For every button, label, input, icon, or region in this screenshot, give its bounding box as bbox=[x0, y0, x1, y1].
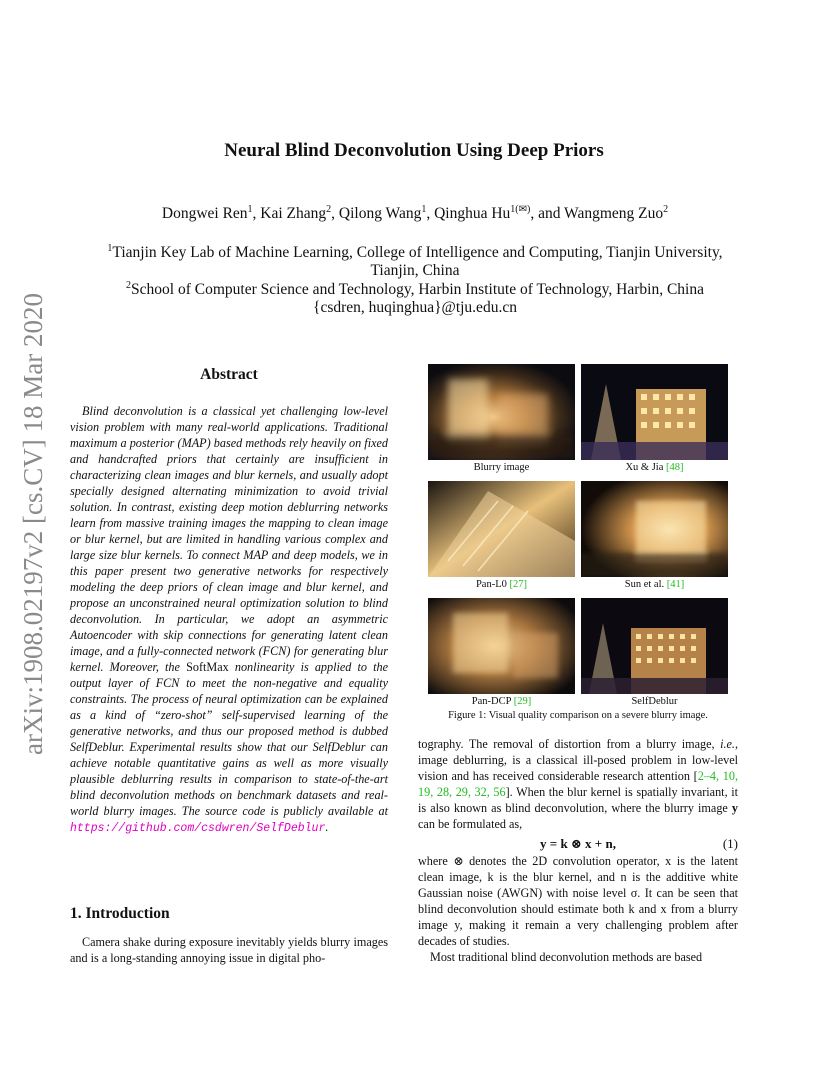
author-email: {csdren, huqinghua}@tju.edu.cn bbox=[313, 299, 517, 316]
author-sup: 1 bbox=[247, 204, 253, 215]
arxiv-stamp bbox=[10, 280, 58, 760]
author-sup: 1 bbox=[421, 204, 427, 215]
sun-et-al-result bbox=[581, 481, 728, 577]
equation-body: y = k ⊗ x + n, bbox=[540, 836, 616, 851]
author-name: Dongwei Ren bbox=[161, 205, 248, 222]
figure-panel bbox=[581, 481, 728, 590]
pan-dcp-result bbox=[428, 598, 575, 694]
abstract-text: Blind deconvolution is a classical yet challenging low-level vision problem with many real-world applications. Traditional maximum a posterior (MAP) based methods rely heavily on fixed and handcrafted priors that certainly are insufficient in characterizing clean images and blur kernels, and usually adopt specially designed alternating minimization to avoid trivial solution. In contrast, existing deep motion deblurring networks learn from massive training images the mapping to clean image or blur kernel, but are limited in handling various complex and large size blur kernels. To connect MAP and deep models, we in this paper present two generative networks for respectively modeling the deep priors of clean image and blur kernel, and propose an unconstrained neural optimization solution to blind deconvolution. In particular, we adopt an asymmetric Autoencoder with skip connections for generating latent clean image, and a fully-connected network (FCN) for generating blur kernel. Moreover, the bbox=[70, 404, 388, 674]
panel-caption: Pan-DCP [29] bbox=[471, 696, 532, 707]
panel-caption: SelfDeblur bbox=[631, 696, 678, 707]
panel-caption: Blurry image bbox=[473, 462, 530, 473]
paragraph-text: Most traditional blind deconvolution methods are based bbox=[430, 950, 703, 964]
author-sup: 2 bbox=[663, 204, 669, 215]
affiliation-sup: 1 bbox=[107, 243, 113, 254]
figure-panel bbox=[428, 598, 575, 707]
affiliation-1-cont: Tianjin, China bbox=[370, 262, 460, 279]
panel-caption: Pan-L0 [27] bbox=[475, 579, 528, 590]
abstract-body bbox=[70, 403, 388, 837]
figure-panel bbox=[581, 364, 728, 473]
author-list bbox=[60, 205, 770, 223]
affiliation-text: School of Computer Science and Technology, Harbin Institute of Technology, Harbin, China bbox=[131, 281, 704, 298]
affiliation-2 bbox=[60, 280, 770, 300]
intro-text: Camera shake during exposure inevitably yields blurry images and is a long-standing annoying issue in digital pho- bbox=[70, 935, 388, 965]
panel-caption: Xu & Jia [48] bbox=[625, 462, 684, 473]
citation-links[interactable]: 2–4, 10, 19, 28, 29, 32, 56 bbox=[418, 769, 739, 799]
arxiv-identifier: arXiv:1908.02197v2 [cs.CV] 18 Mar 2020 bbox=[18, 293, 48, 755]
author-name: , and Wangmeng Zuo bbox=[530, 205, 664, 222]
abstract-text: . bbox=[325, 820, 329, 834]
affiliation-text: Tianjin Key Lab of Machine Learning, College of Intelligence and Computing, Tianjin University, bbox=[112, 244, 723, 261]
intro-body bbox=[70, 934, 388, 966]
paragraph-text: where ⊗ denotes the 2D convolution operator, x is the latent clean image, k is the blur kernel, and n is the additive white Gaussian noise (AWGN) with noise level σ. It can be seen that blind deconvolution should estimate both k and x from a blurry image y, making it remain a very challenging problem after decades of studies. bbox=[418, 854, 738, 948]
equation-explanation bbox=[418, 853, 738, 965]
xu-jia-result bbox=[581, 364, 728, 460]
panel-caption: Sun et al. [41] bbox=[624, 579, 685, 590]
figure-panel bbox=[428, 364, 575, 473]
code-link[interactable]: https://github.com/csdwren/SelfDeblur bbox=[70, 822, 326, 835]
affiliation-1 bbox=[60, 243, 770, 263]
intro-continued: tography. The removal of distortion from a blurry image, i.e., image deblurring, is a classical ill-posed problem in low-level vision and has received considerable research attention [2–4, 10, 19, 28, 29, 32, 56]. When the blur kernel is spatially invariant, it is also known as blind deconvolution, where the blurry image y can be formulated as, bbox=[418, 737, 739, 831]
abstract-text: nonlinearity is applied to the output layer of FCN to meet the non-negative and equality constraints. The process of neural optimization can be explained as a kind of “zero-shot” self-supervised learning of the generative networks, and thus our proposed method is dubbed SelfDeblur. Experimental results show that our SelfDeblur can achieve notable quantitative gains as well as more visually plausible deblurring results in comparison to state-of-the-art blind deconvolution methods on benchmark datasets and real-world blurry images. The source code is publicly available at bbox=[70, 660, 388, 818]
paper-title: Neural Blind Deconvolution Using Deep Priors bbox=[224, 140, 604, 161]
author-name: , Qinghua Hu bbox=[426, 205, 511, 222]
equation-number: (1) bbox=[722, 836, 738, 851]
selfdeblur-result bbox=[581, 598, 728, 694]
affiliation-sup: 2 bbox=[126, 280, 132, 291]
intro-heading: 1. Introduction bbox=[70, 905, 170, 922]
figure-panel bbox=[581, 598, 728, 707]
figure-panel bbox=[428, 481, 575, 590]
softmax-term: SoftMax bbox=[186, 660, 229, 674]
figure-caption: Figure 1: Visual quality comparison on a severe blurry image. bbox=[448, 710, 708, 721]
blurry-image bbox=[428, 364, 575, 460]
author-sup: 2 bbox=[326, 204, 332, 215]
author-name: , Kai Zhang bbox=[252, 205, 327, 222]
abstract-heading: Abstract bbox=[200, 366, 258, 383]
pan-l0-result bbox=[428, 481, 575, 577]
author-name: , Qilong Wang bbox=[331, 205, 422, 222]
author-sup: 1(✉) bbox=[510, 204, 531, 215]
